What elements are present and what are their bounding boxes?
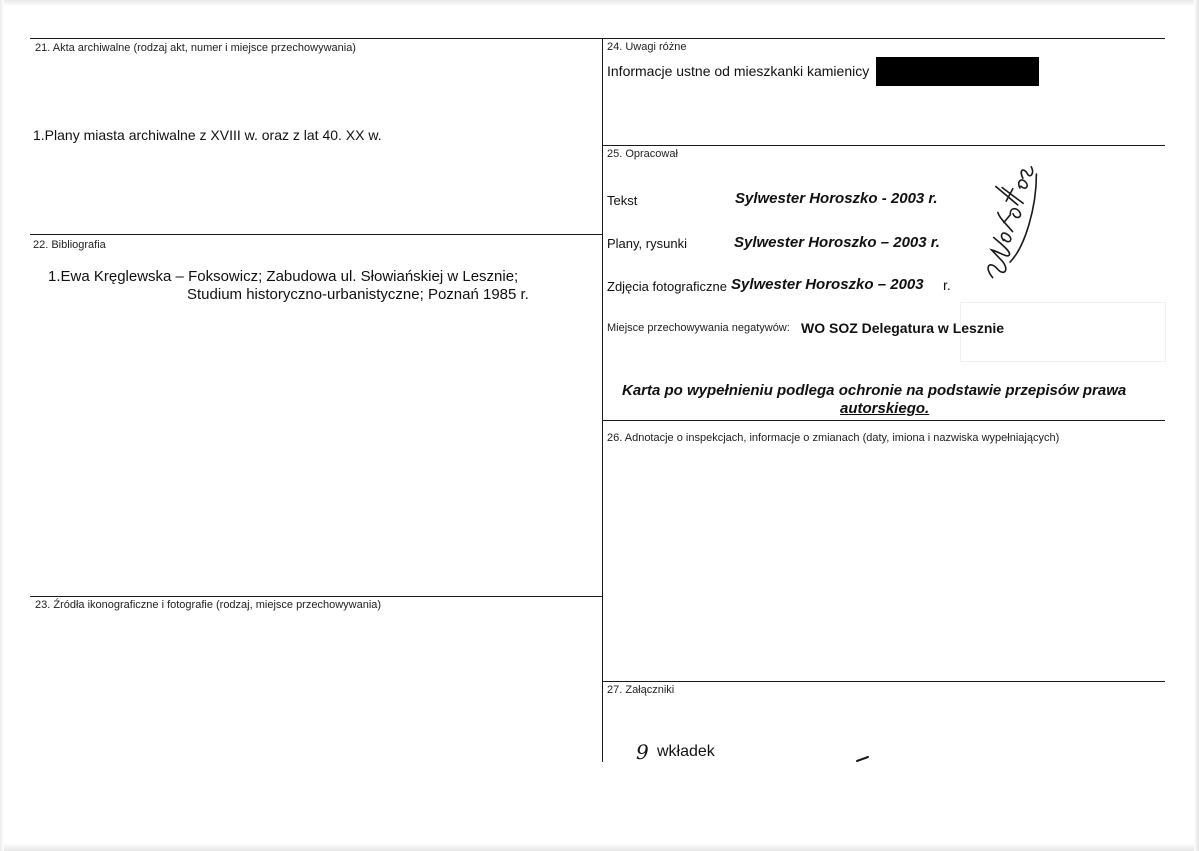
rule-25-26 xyxy=(602,420,1165,421)
section-21-content: 1.Plany miasta archiwalne z XVIII w. oraz z lat 40. XX w. xyxy=(33,127,382,143)
zdjecia-value: Sylwester Horoszko – 2003 xyxy=(731,276,924,293)
rule-21-22 xyxy=(30,234,602,235)
plany-label: Plany, rysunki xyxy=(607,236,687,251)
copyright-line-2: autorskiego. xyxy=(840,400,930,417)
scan-edge-right xyxy=(1194,0,1199,851)
redaction-bar xyxy=(876,57,1039,86)
section-25-label: 25. Opracował xyxy=(607,148,678,160)
tekst-label: Tekst xyxy=(607,193,638,208)
scan-edge-left xyxy=(0,0,4,851)
rule-26-27 xyxy=(602,681,1165,682)
section-22-line-2: Studium historyczno-urbanistyczne; Poznań 1985 r. xyxy=(187,286,529,303)
miejsce-value: WO SOZ Delegatura w Lesznie xyxy=(801,320,1005,336)
miejsce-label: Miejsce przechowywania negatywów: xyxy=(607,322,790,334)
copyright-line-1: Karta po wypełnieniu podlega ochronie na podstawie przepisów prawa xyxy=(622,382,1127,399)
section-22-line-1: 1.Ewa Kręglewska – Foksowicz; Zabudowa ul. Słowiańskiej w Lesznie; xyxy=(48,268,519,285)
zdjecia-label: Zdjęcia fotograficzne xyxy=(607,279,727,294)
section-22-label: 22. Bibliografia xyxy=(33,239,106,251)
attachment-count: 9 xyxy=(636,740,649,764)
section-23-label: 23. Źródła ikonograficzne i fotografie (rodzaj, miejsce przechowywania) xyxy=(35,599,382,611)
zdjecia-suffix: r. xyxy=(943,277,951,293)
tekst-value: Sylwester Horoszko - 2003 r. xyxy=(735,190,938,207)
section-24-label: 24. Uwagi różne xyxy=(607,41,687,53)
section-21-label: 21. Akta archiwalne (rodzaj akt, numer i miejsce przechowywania) xyxy=(35,42,356,54)
handwritten-signature xyxy=(950,150,1080,300)
rule-24-25 xyxy=(602,145,1165,146)
column-divider xyxy=(602,38,603,762)
pen-mark xyxy=(855,754,871,764)
section-24-content: Informacje ustne od mieszkanki kamienicy xyxy=(607,63,870,79)
section-27-label: 27. Załączniki xyxy=(607,684,675,696)
rule-22-23 xyxy=(30,596,602,597)
scan-edge-top xyxy=(0,0,1199,6)
section-26-label: 26. Adnotacje o inspekcjach, informacje o zmianach (daty, imiona i nazwiska wypełniających) xyxy=(607,432,1060,444)
plany-value: Sylwester Horoszko – 2003 r. xyxy=(734,234,940,251)
scan-edge-bottom xyxy=(0,843,1199,851)
top-rule xyxy=(30,38,1165,39)
attachment-text: wkładek xyxy=(657,743,715,760)
